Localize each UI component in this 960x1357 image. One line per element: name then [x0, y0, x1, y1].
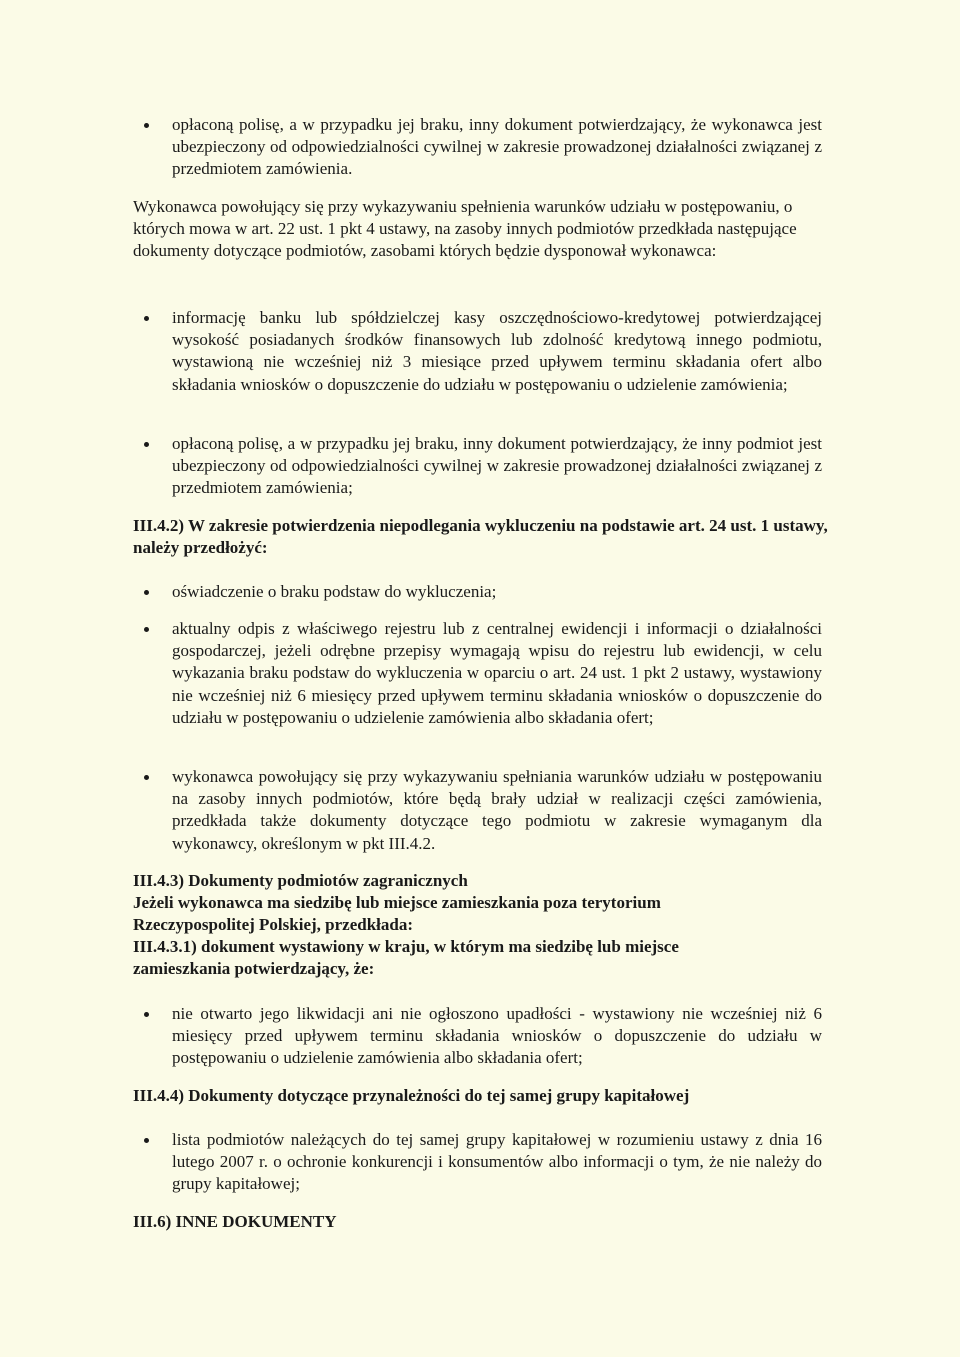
list-item-text: opłaconą polisę, a w przypadku jej braku, inny dokument potwierdzający, że inny podmiot jest ubezpieczony od odpowiedzialności cywilnej w zakresie prowadzonej działalności związanej z przedmiotem zamówienia; — [172, 434, 822, 498]
section-heading: III.6) INNE DOKUMENTY — [133, 1212, 337, 1231]
paragraph: Wykonawca powołujący się przy wykazywaniu spełnienia warunków udziału w postępowaniu, o których mowa w art. 22 ust. 1 pkt 4 ustawy, na zasoby innych podmiotów przedkłada następujące dokumenty dotyczące podmiotów, zasobami których będzie dysponował wykonawca: — [133, 197, 797, 261]
section-heading: III.4.3.1) dokument wystawiony w kraju, w którym ma siedzibę lub miejsce zamieszkania potwierdzający, że: — [133, 937, 679, 979]
list-item-text: oświadczenie o braku podstaw do wykluczenia; — [172, 582, 497, 601]
list-item — [133, 114, 823, 181]
list-item — [133, 1129, 823, 1196]
bullet-icon — [144, 123, 149, 128]
bullet-icon — [144, 1012, 149, 1017]
list-item — [133, 307, 823, 396]
bullet-icon — [144, 627, 149, 632]
bullet-icon — [144, 316, 149, 321]
bullet-icon — [144, 775, 149, 780]
list-item — [133, 433, 823, 500]
section-heading: III.4.3) Dokumenty podmiotów zagranicznych — [133, 871, 468, 890]
list-item-text: informację banku lub spółdzielczej kasy oszczędnościowo-kredytowej potwierdzającej wysokość posiadanych środków finansowych lub zdolność kredytową innego podmiotu, wystawioną nie wcześniej niż 3 miesiące przed upływem terminu składania ofert albo składania wniosków o dopuszczenie do udziału w postępowaniu o udzielenie zamówienia; — [172, 308, 822, 394]
section-heading: III.4.4) Dokumenty dotyczące przynależności do tej samej grupy kapitałowej — [133, 1086, 690, 1105]
list-item-text: wykonawca powołujący się przy wykazywaniu spełniania warunków udziału w postępowaniu na zasoby innych podmiotów, które będą brały udział w realizacji części zamówienia, przedkłada także dokumenty dotyczące tego podmiotu w zakresie wymaganym dla wykonawcy, określonym w pkt III.4.2. — [172, 767, 822, 853]
list-item-text: nie otwarto jego likwidacji ani nie ogłoszono upadłości - wystawiony nie wcześniej niż 6 miesięcy przed upływem terminu składania wniosków o dopuszczenie do udziału w postępowaniu o udzielenie zamówienia albo składania ofert; — [172, 1004, 822, 1068]
list-item — [133, 766, 823, 855]
section-heading: III.4.2) W zakresie potwierdzenia niepodlegania wykluczeniu na podstawie art. 24 ust. 1 ustawy, należy przedłożyć: — [133, 516, 828, 558]
list-item — [133, 1003, 823, 1070]
bullet-icon — [144, 590, 149, 595]
bullet-icon — [144, 442, 149, 447]
list-item — [133, 581, 823, 603]
list-item-text: aktualny odpis z właściwego rejestru lub z centralnej ewidencji i informacji o działalności gospodarczej, jeżeli odrębne przepisy wymagają wpisu do rejestru lub ewidencji, w celu wykazania braku podstaw do wykluczenia w oparciu o art. 24 ust. 1 pkt 2 ustawy, wystawiony nie wcześniej niż 6 miesięcy przed upływem terminu składania wniosków o dopuszczenie do udziału w postępowaniu o udzielenie zamówienia albo składania ofert; — [172, 619, 822, 727]
section-subheading: Jeżeli wykonawca ma siedzibę lub miejsce zamieszkania poza terytorium Rzeczypospolitej Polskiej, przedkłada: — [133, 893, 661, 935]
list-item-text: opłaconą polisę, a w przypadku jej braku, inny dokument potwierdzający, że wykonawca jest ubezpieczony od odpowiedzialności cywilnej w zakresie prowadzonej działalności związanej z przedmiotem zamówienia. — [172, 115, 822, 179]
bullet-icon — [144, 1138, 149, 1143]
list-item — [133, 618, 823, 729]
list-item-text: lista podmiotów należących do tej samej grupy kapitałowej w rozumieniu ustawy z dnia 16 lutego 2007 r. o ochronie konkurencji i konsumentów albo informacji o tym, że nie należy do grupy kapitałowej; — [172, 1130, 822, 1194]
